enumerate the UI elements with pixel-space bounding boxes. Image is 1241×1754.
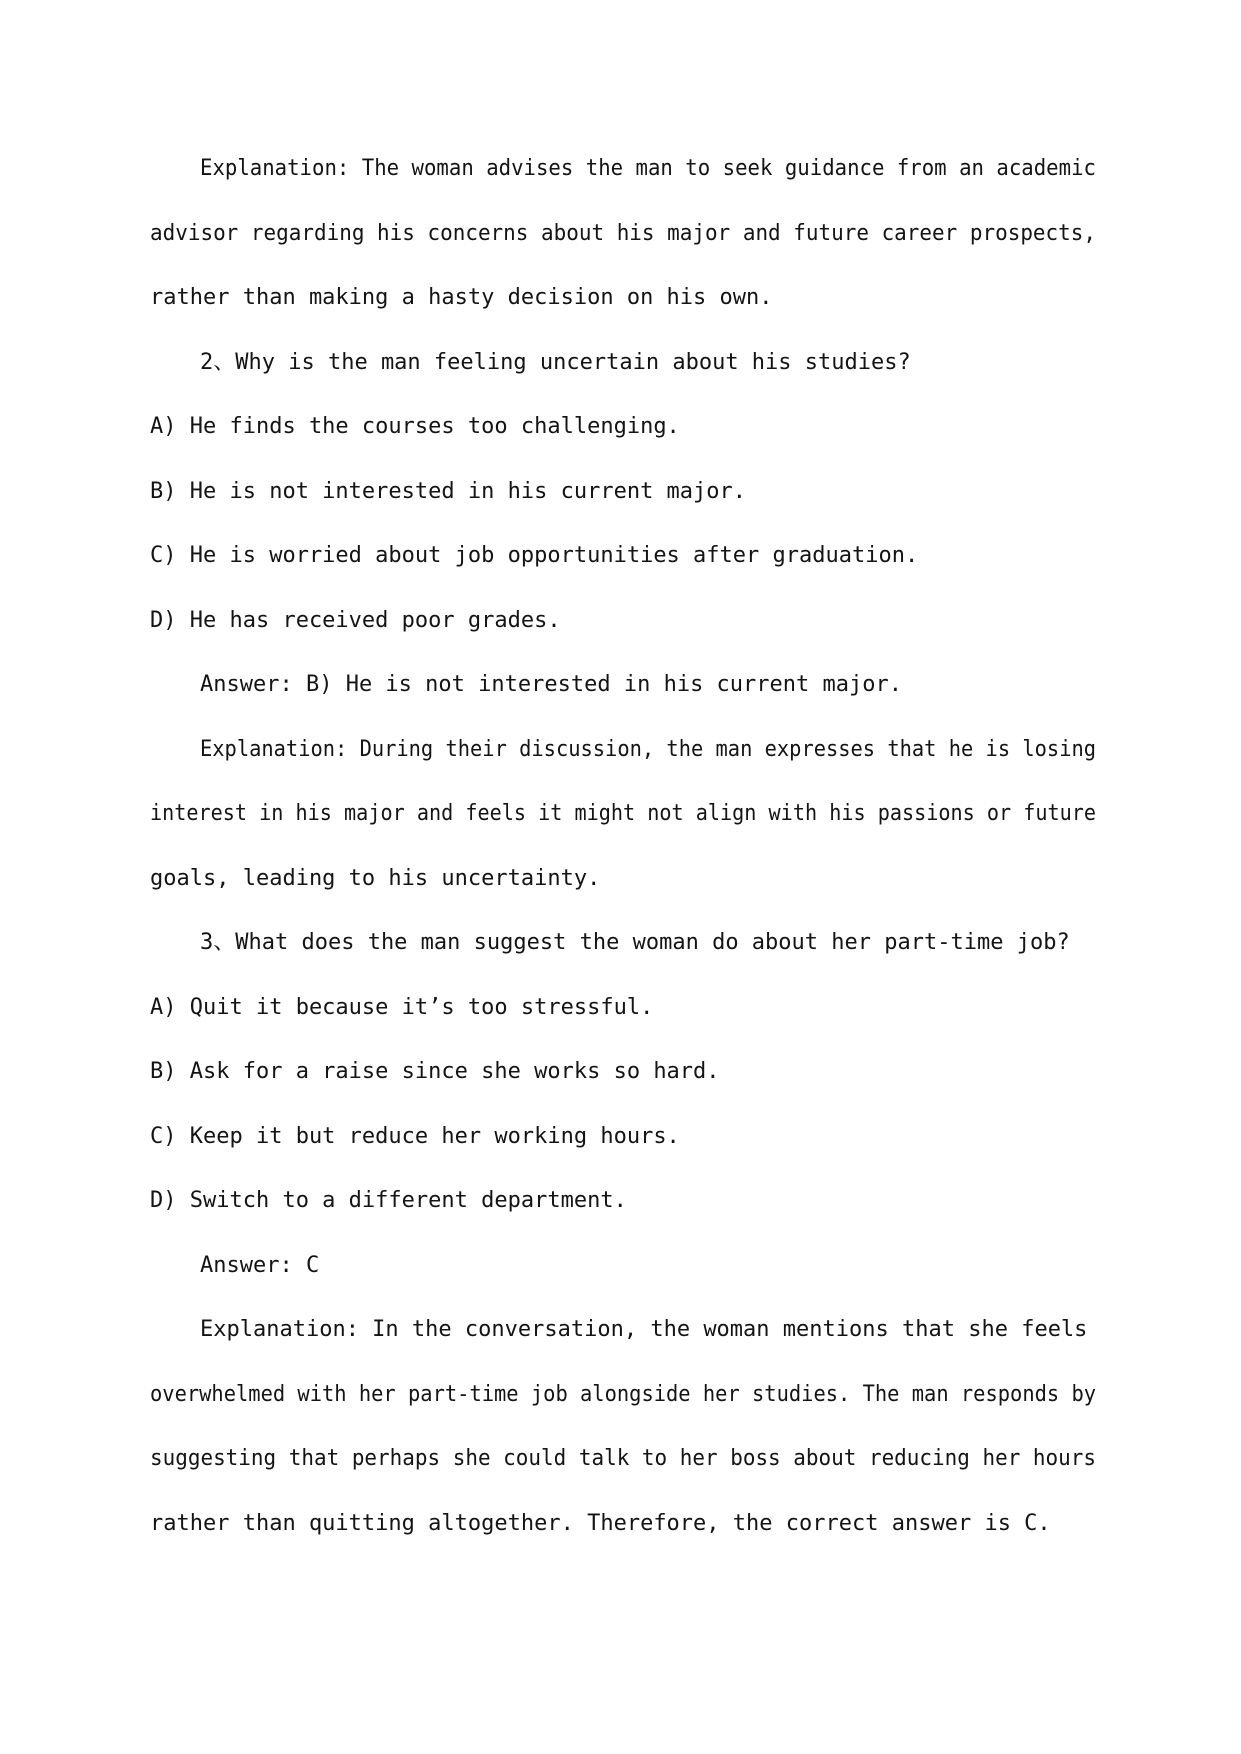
- text-line: 3、What does the man suggest the woman do about her part-time job?: [200, 930, 1070, 955]
- text-line: A) He finds the courses too challenging.: [150, 414, 680, 439]
- text-line: 2、Why is the man feeling uncertain about his studies?: [200, 349, 911, 375]
- text-line: advisor regarding his concerns about his major and future career prospects,: [150, 220, 1097, 246]
- text-line: B) Ask for a raise since she works so hard.: [150, 1059, 720, 1084]
- text-line: D) Switch to a different department.: [150, 1188, 627, 1213]
- text-line: A) Quit it because it’s too stressful.: [150, 994, 654, 1020]
- text-line: Answer: B) He is not interested in his current major.: [200, 672, 902, 697]
- text-line: Explanation: During their discussion, the man expresses that he is losing: [200, 736, 1097, 762]
- text-line: B) He is not interested in his current major.: [150, 478, 747, 504]
- text-line: Answer: C: [200, 1252, 320, 1278]
- text-line: Explanation: In the conversation, the woman mentions that she feels: [200, 1317, 1088, 1342]
- text-line: rather than making a hasty decision on his own.: [150, 285, 773, 310]
- text-line: C) He is worried about job opportunities after graduation.: [150, 543, 919, 568]
- text-line: goals, leading to his uncertainty.: [150, 865, 601, 891]
- text-line: D) He has received poor grades.: [150, 607, 561, 633]
- text-line: Explanation: The woman advises the man to seek guidance from an academic: [200, 156, 1096, 181]
- text-line: C) Keep it but reduce her working hours.: [150, 1123, 680, 1149]
- document-body: [150, 137, 1096, 1556]
- text-line: overwhelmed with her part-time job alongside her studies. The man responds by: [150, 1381, 1097, 1407]
- text-line: suggesting that perhaps she could talk to her boss about reducing her hours: [150, 1446, 1097, 1471]
- text-line: interest in his major and feels it might not align with his passions or future: [150, 801, 1097, 826]
- text-line: rather than quitting altogether. Therefore, the correct answer is C.: [150, 1510, 1051, 1536]
